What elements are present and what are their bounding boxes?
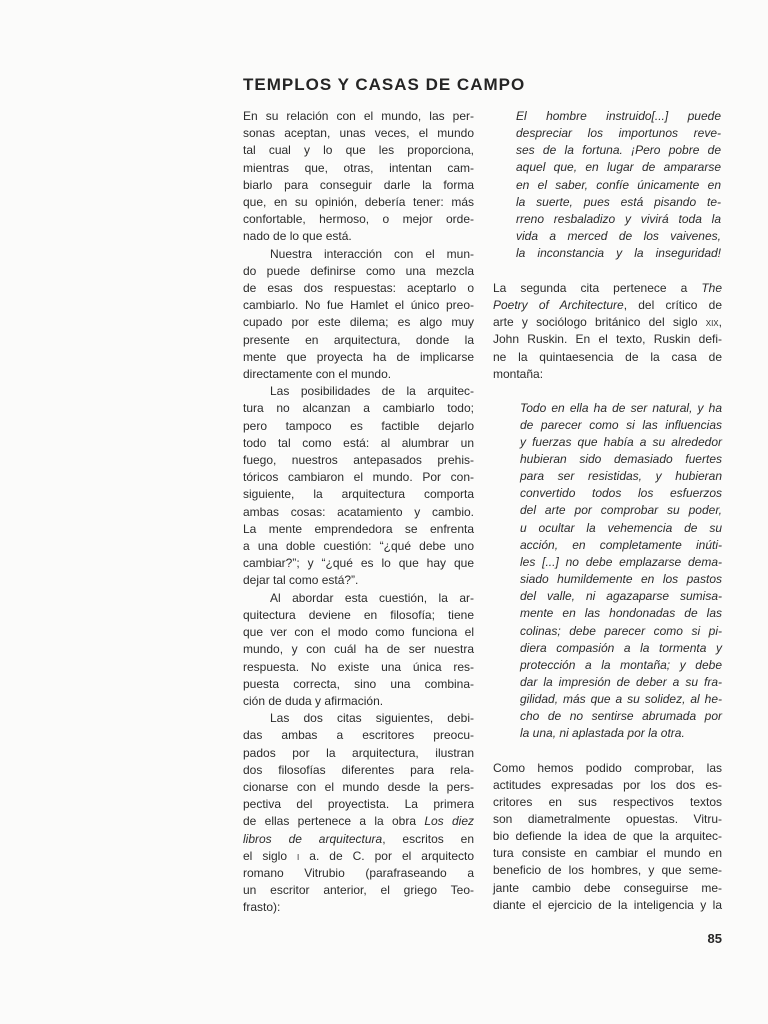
text-line: cupado por este dilema; es algo muy [243,315,474,330]
text-line: La mente emprendedora se enfrenta [243,521,474,536]
text-line: quitectura deviene en filosofía; tiene [243,607,474,622]
text-line: actitudes expresadas por los dos es- [493,777,722,792]
text-line: pados por la arquitectura, ilustran [243,745,474,760]
text-line: Nuestra interacción con el mun- [270,246,474,261]
text-line [243,831,474,848]
text-line: pero tampoco es factible dejarlo [243,418,474,433]
text-line [493,314,722,331]
text-line: frasto): [243,900,281,915]
text-line [493,297,722,314]
text-run: , [718,315,722,330]
text-line: bio defiende la idea de que la arquitec- [493,829,722,844]
quote-line: ses de la fortuna. ¡Pero pobre de [516,143,721,158]
text-line: dejar tal como está?”. [243,573,359,588]
text-run: La segunda cita pertenece a [493,281,702,295]
quote-line: del arte por comprobar su poder, [520,503,722,518]
paragraph [493,760,722,914]
paragraph [243,246,474,384]
text-line: puesta correcta, sino una combina- [243,676,474,691]
text-line: respuesta. No existe una única res- [243,659,474,674]
text-line: a una doble cuestión: “¿qué debe uno [243,539,474,554]
block-quote [520,400,722,743]
text-line: fuego, nuestros antepasados prehis- [243,453,474,468]
quote-line: rreno resbaladizo y vivirá toda la [516,211,721,226]
text-line: Al abordar esta cuestión, la ar- [270,590,474,605]
text-line: directamente con el mundo. [243,367,392,382]
text-line: jante cambio debe conseguirse me- [493,880,722,895]
text-line [493,280,722,297]
text-line: son diametralmente opuestas. Vitru- [493,811,722,826]
paragraph [493,280,722,383]
text-line: tóricos cambiaron el mundo. Por con- [243,470,474,485]
book-title: Poetry of Architecture [493,298,624,313]
quote-line: cho de no sentirse abrumada por [520,709,722,724]
quote-line: despreciar los importunos reve- [516,126,721,141]
text-line: romano Vitrubio (parafraseando a [243,865,474,880]
text-line: John Ruskin. En el texto, Ruskin defi- [493,332,722,347]
text-run: , escritos en [382,831,474,846]
text-line: siguiente, la arquitectura comporta [243,487,474,502]
book-title: Los diez [424,814,475,829]
quote-line: gilidad, más que a su solidez, al he- [520,692,722,707]
text-line: Como hemos podido comprobar, las [493,760,722,775]
quote-line: y fuerzas que había a su alrededor [520,434,722,449]
quote-line: de parecer como si las influencias [520,417,722,432]
book-title: libros de arquitectura [243,831,383,846]
text-line: montaña: [493,366,544,381]
quote-line: vida a merced de los vaivenes, [516,229,721,244]
text-line: cambiarlo. No fue Hamlet el único preo- [243,298,474,313]
quote-line: la inconstancia y la inseguridad! [516,246,721,261]
text-line: cambiar?”; y “¿qué es lo que hay que [243,556,474,571]
page-number: 85 [707,931,722,946]
quote-line: protección a la montaña; y debe [520,657,722,672]
text-line: ción de duda y afirmación. [243,693,384,708]
text-line: En su relación con el mundo, las per- [243,109,474,123]
text-line: diante el ejercicio de la inteligencia y la [493,897,722,912]
text-line: beneficio de los hombres, y que seme- [493,863,722,878]
text-line: Las posibilidades de la arquitec- [270,384,474,399]
text-run: , del crítico de [623,298,723,313]
block-quote [516,108,721,262]
text-line: ne la quintaesencia de la casa de [493,349,722,364]
text-line: todo tal como está: al alumbrar un [243,435,474,450]
book-title: The [701,281,722,295]
quote-line: la una, ni aplastada por la otra. [520,726,685,741]
text-line: Las dos citas siguientes, debi- [270,711,474,726]
text-line [243,848,474,865]
text-line: que, en su opinión, debería tener: más [243,195,474,210]
quote-line: en el saber, confíe únicamente en [516,177,721,192]
quote-line: colinas; debe parecer como si pi- [520,623,722,638]
roman-numeral: xix [705,315,719,330]
paragraph [243,710,474,916]
text-line: dos filosofías diferentes para rela- [243,762,474,777]
text-line: mientras que, otras, intentan cam- [243,160,474,175]
text-line: tura consiste en cambiar el mundo en [493,846,722,861]
text-run: arte y sociólogo británico del siglo [493,315,706,330]
paragraph [243,108,474,246]
text-run: el siglo [243,848,298,863]
text-line: das ambas a escritores preocu- [243,728,474,743]
text-line: pectiva del proyectista. La primera [243,797,474,812]
quote-line: la suerte, pues está pisando te- [516,194,721,209]
quote-line: para ser resistidas, y hubieran [520,469,722,484]
quote-line: convertido todos los esfuerzos [520,486,722,501]
text-line: ambas cosas: acatamiento y cambio. [243,504,474,519]
text-line: nado de lo que está. [243,229,352,244]
quote-line: dar la impresión de deber a su fra- [520,675,722,689]
text-line: biarlo para conseguir darle la forma [243,177,474,192]
text-line: de esas dos respuestas: aceptarlo o [243,281,474,296]
quote-line: El hombre instruido[...] puede [516,109,721,123]
text-line: un escritor anterior, el griego Teo- [243,883,474,898]
text-line: mundo, y con cuál ha de ser nuestra [243,642,474,657]
text-run: de ellas pertenece a la obra [243,814,425,829]
text-line: do puede definirse como una mezcla [243,263,474,278]
left-column [243,108,474,917]
text-line [243,813,474,830]
quote-line: aquel que, en lugar de ampararse [516,160,721,175]
quote-line: les [...] no debe emplazarse dema- [520,554,722,569]
text-line: sonas aceptan, unas veces, el mundo [243,126,474,141]
quote-line: acción, en completamente inúti- [520,537,722,552]
text-line: mente que proyecta ha de implicarse [243,349,474,364]
quote-line: siado humildemente en los pastos [520,572,722,587]
quote-line: Todo en ella ha de ser natural, y ha [520,400,722,415]
quote-line: del valle, ni agazaparse sumisa- [520,589,722,604]
paragraph [243,383,474,589]
text-line: tura no alcanzan a cambiarlo todo; [243,401,474,416]
chapter-heading: TEMPLOS Y CASAS DE CAMPO [243,75,526,94]
text-line: cionarse con el mundo desde la pers- [243,779,474,794]
text-run: a. de C. por el arquitecto [299,848,475,863]
quote-line: diera compasión a la tormenta y [520,640,722,655]
text-line: critores en sus respectivos textos [493,794,722,809]
paragraph [243,590,474,710]
text-line: presente en arquitectura, donde la [243,332,474,347]
quote-line: u ocultar la vehemencia de su [520,520,722,535]
text-line: que ver con el modo como funciona el [243,625,474,640]
quote-line: hubieran sido demasiado fuertes [520,451,722,466]
text-line: confortable, hermoso, o mejor orde- [243,212,474,227]
roman-numeral: i [297,848,300,863]
quote-line: mente en las hondonadas de las [520,606,722,621]
text-line: tal cual y lo que les proporciona, [243,143,474,158]
